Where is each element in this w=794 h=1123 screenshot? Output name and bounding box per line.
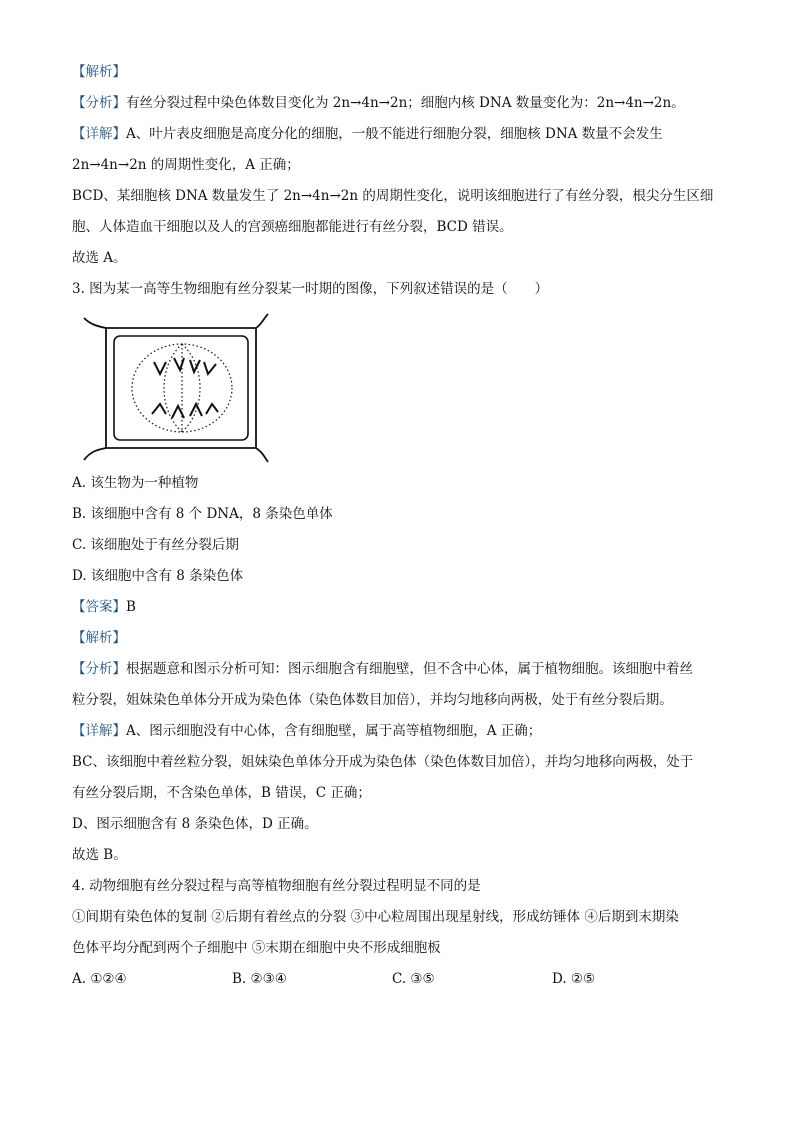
q3-option-a: A. 该生物为一种植物 (72, 475, 199, 491)
q4-option-d: D. ②⑤ (552, 971, 596, 987)
cell-membrane (114, 336, 248, 440)
q3-detail-2a: BC、该细胞中着丝粒分裂，姐妹染色单体分开成为染色体（染色体数目加倍），并均匀地移向两极，处于 (72, 754, 694, 770)
q3-detail-3: D、图示细胞含有 8 条染色体，D 正确。 (72, 816, 318, 832)
q4-option-a: A. ①②④ (72, 971, 127, 987)
q4-option-c: C. ③⑤ (392, 971, 435, 987)
spindle-fiber-right (182, 344, 200, 432)
q3-detail-1: 【详解】A、图示细胞没有中心体，含有细胞壁，属于高等植物细胞，A 正确； (72, 723, 542, 739)
q3-analysis-a: 【分析】根据题意和图示分析可知：图示细胞含有细胞壁，但不含中心体，属于植物细胞。该细胞中着丝 (72, 661, 693, 677)
q3-detail-2b: 有丝分裂后期，不含染色单体，B 错误，C 正确； (72, 785, 371, 801)
q3-analysis-b: 粒分裂，姐妹染色单体分开成为染色体（染色体数目加倍），并均匀地移向两极，处于有丝分裂后期。 (72, 692, 673, 708)
q2-jiexi-heading: 【解析】 (72, 64, 126, 80)
q3-jiexi-heading: 【解析】 (72, 630, 126, 646)
document-page (72, 62, 732, 989)
q4-options (72, 969, 732, 989)
q4-option-b: B. ②③④ (232, 971, 287, 987)
cell-wall-top (84, 314, 268, 328)
q3-conclusion: 故选 B。 (72, 847, 127, 863)
q2-conclusion: 故选 A。 (72, 250, 127, 266)
chromosomes-upper (154, 358, 216, 374)
cell-mitosis-figure (76, 310, 276, 465)
q3-option-b: B. 该细胞中含有 8 个 DNA，8 条染色单体 (72, 506, 333, 522)
chromosomes-lower (152, 404, 218, 418)
q3-option-c: C. 该细胞处于有丝分裂后期 (72, 537, 239, 553)
q4-stem: 4. 动物细胞有丝分裂过程与高等植物细胞有丝分裂过程明显不同的是 (72, 878, 481, 894)
q3-option-d: D. 该细胞中含有 8 条染色体 (72, 568, 244, 584)
cell-diagram (76, 310, 276, 465)
q3-answer: 【答案】B (72, 599, 136, 615)
q3-stem: 3. 图为某一高等生物细胞有丝分裂某一时期的图像，下列叙述错误的是（ ） (72, 281, 549, 297)
spindle-fiber-left (164, 344, 182, 432)
q4-items-a: ①间期有染色体的复制 ②后期有着丝点的分裂 ③中心粒周围出现星射线，形成纺锤体 ④后期到末期染 (72, 909, 679, 925)
q2-detail-2b: 胞、人体造血干细胞以及人的宫颈癌细胞都能进行有丝分裂，BCD 错误。 (72, 219, 513, 235)
q2-detail-1a: 【详解】A、叶片表皮细胞是高度分化的细胞，一般不能进行细胞分裂，细胞核 DNA 数量不会发生 (72, 126, 663, 142)
q2-detail-1b: 2n→4n→2n 的周期性变化，A 正确； (72, 157, 300, 173)
q2-analysis: 【分析】有丝分裂过程中染色体数目变化为 2n→4n→2n；细胞内核 DNA 数量变化为：2n→4n→2n。 (72, 95, 685, 111)
q4-items-b: 色体平均分配到两个子细胞中 ⑤末期在细胞中央不形成细胞板 (72, 940, 441, 956)
cell-wall-bottom (84, 448, 268, 462)
q2-detail-2a: BCD、某细胞核 DNA 数量发生了 2n→4n→2n 的周期性变化，说明该细胞进行了有丝分裂，根尖分生区细 (72, 188, 714, 204)
